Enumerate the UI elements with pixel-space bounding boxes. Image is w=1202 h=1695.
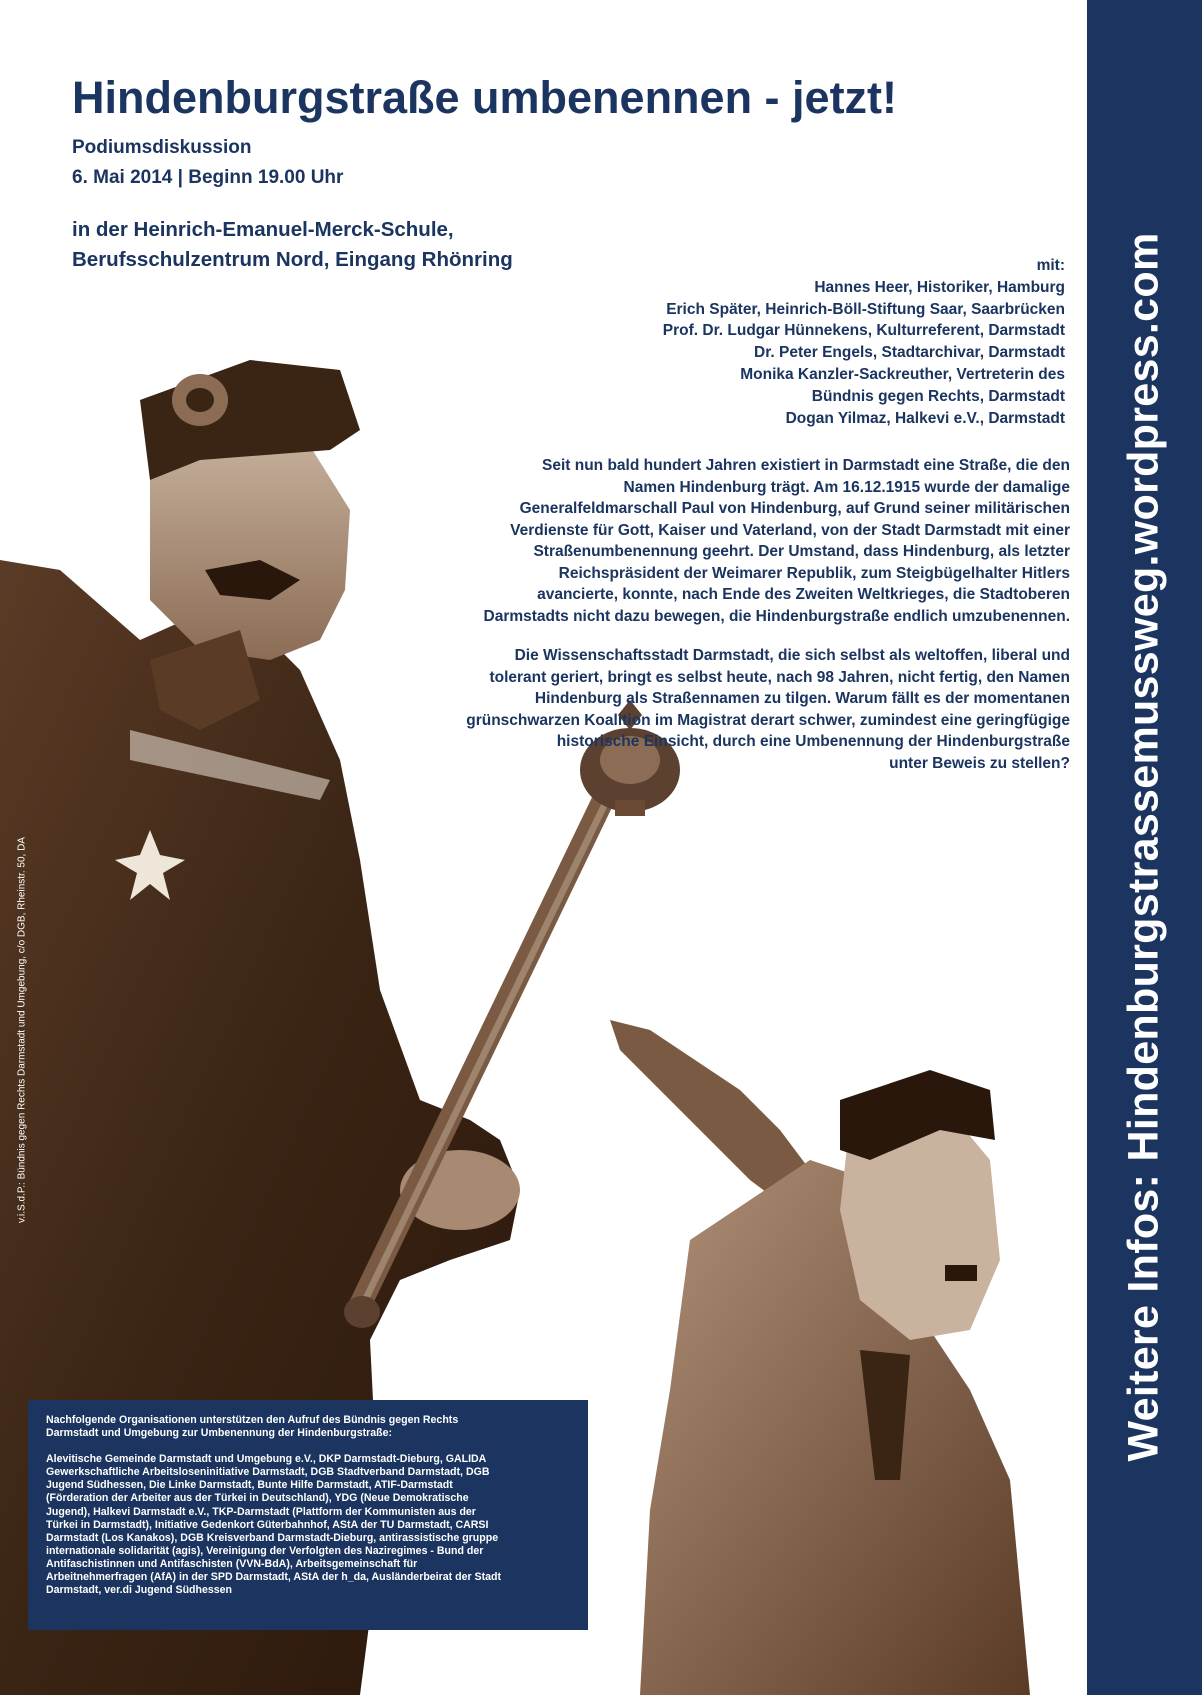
event-type: Podiumsdiskussion xyxy=(72,137,252,158)
paragraph-line: Namen Hindenburg trägt. Am 16.12.1915 wurde der damalige xyxy=(623,478,1070,496)
venue-line-2: Berufsschulzentrum Nord, Eingang Rhönring xyxy=(72,248,513,271)
paragraph-line: historische Einsicht, durch eine Umbenennung der Hindenburgstraße xyxy=(556,733,1070,750)
paragraph-line: Reichspräsident der Weimarer Republik, zum Steigbügelhalter Hitlers xyxy=(558,564,1070,582)
speaker-line: Prof. Dr. Ludgar Hünnekens, Kulturreferent, Darmstadt xyxy=(662,322,1065,340)
page-title: Hindenburgstraße umbenennen - jetzt! xyxy=(72,72,898,123)
supporter-line: Jugend), Halkevi Darmstadt e.V., TKP-Darmstadt (Plattform der Kommunisten aus der xyxy=(46,1505,476,1518)
supporter-line: internationale solidarität (agis), Vereinigung der Verfolgten des Naziregimes - Bund der xyxy=(46,1544,484,1557)
supporter-line: (Förderation der Arbeiter aus der Türkei in Deutschland), YDG (Neue Demokratische xyxy=(46,1492,469,1505)
paragraph-line: Straßenumbenennung geehrt. Der Umstand, dass Hindenburg, als letzter xyxy=(533,543,1070,560)
speaker-line: Erich Später, Heinrich-Böll-Stiftung Saar, Saarbrücken xyxy=(666,300,1065,318)
speaker-line: Hannes Heer, Historiker, Hamburg xyxy=(814,278,1065,296)
venue-line-1: in der Heinrich-Emanuel-Merck-Schule, xyxy=(72,218,454,241)
paragraph-line: Darmstadts nicht dazu bewegen, die Hindenburgstraße endlich umzubenennen. xyxy=(483,607,1070,625)
paragraph-line: tolerant geriert, bringt es selbst heute, nach 98 Jahren, nicht fertig, den Namen xyxy=(489,668,1070,686)
supporter-line: Antifaschistinnen und Antifaschisten (VVN-BdA), Arbeitsgemeinschaft für xyxy=(46,1557,418,1570)
paragraph-line: grünschwarzen Koalition im Magistrat derart schwer, zumindest eine geringfügige xyxy=(466,711,1070,729)
paragraph-line: Verdienste für Gott, Kaiser und Vaterland, von der Stadt Darmstadt mit einer xyxy=(510,521,1070,539)
paragraph-line: avancierte, konnte, nach Ende des Zweiten Weltkrieges, die Stadtoberen xyxy=(537,586,1070,603)
paragraph-line: Generalfeldmarschall Paul von Hindenburg, auf Grund seiner militärischen xyxy=(519,500,1070,517)
speaker-line: Dogan Yilmaz, Halkevi e.V., Darmstadt xyxy=(785,409,1065,427)
supporters-intro xyxy=(46,1414,570,1440)
supporters-box xyxy=(28,1400,588,1630)
intro-line: Darmstadt und Umgebung zur Umbenennung der Hindenburgstraße: xyxy=(46,1427,393,1440)
paragraph-line: unter Beweis zu stellen? xyxy=(889,754,1070,772)
intro-paragraph xyxy=(350,455,1070,627)
hitler-photo xyxy=(610,1010,1080,1695)
website-link[interactable]: Weitere Infos: Hindenburgstrassemussweg.wordpress.com xyxy=(1119,232,1168,1462)
speaker-line: Bündnis gegen Rechts, Darmstadt xyxy=(811,387,1065,405)
paragraph-line: Die Wissenschaftsstadt Darmstadt, die sich selbst als weltoffen, liberal und xyxy=(514,647,1070,664)
supporters-list xyxy=(46,1453,570,1597)
speakers-label: mit: xyxy=(1036,257,1065,274)
supporter-line: Arbeitnehmerfragen (AfA) in der SPD Darmstadt, AStA der h_da, Ausländerbeirat der Stadt xyxy=(46,1571,502,1584)
speaker-line: Dr. Peter Engels, Stadtarchivar, Darmstadt xyxy=(754,344,1065,362)
intro-line: Nachfolgende Organisationen unterstützen den Aufruf des Bündnis gegen Rechts xyxy=(46,1414,459,1426)
supporter-line: Darmstadt, ver.di Jugend Südhessen xyxy=(46,1584,233,1597)
supporter-line: Türkei in Darmstadt), Initiative Gedenkort Güterbahnhof, AStA der TU Darmstadt, CARSI xyxy=(46,1518,489,1531)
supporter-line: Darmstadt (Los Kanakos), DGB Kreisverband Darmstadt-Dieburg, antirassistische gruppe xyxy=(46,1531,499,1544)
event-date-time: 6. Mai 2014 | Beginn 19.00 Uhr xyxy=(72,167,344,188)
legal-credit: v.i.S.d.P.: Bündnis gegen Rechts Darmstadt und Umgebung, c/o DGB, Rheinstr. 50, DA xyxy=(16,837,28,1223)
question-paragraph xyxy=(350,645,1070,774)
paragraph-line: Seit nun bald hundert Jahren existiert in Darmstadt eine Straße, die den xyxy=(542,457,1070,474)
speaker-line: Monika Kanzler-Sackreuther, Vertreterin des xyxy=(740,365,1065,383)
supporter-line: Gewerkschaftliche Arbeitsloseninitiative Darmstadt, DGB Stadtverband Darmstadt, DGB xyxy=(46,1466,490,1479)
paragraph-line: Hindenburg als Straßennamen zu tilgen. Warum fällt es der momentanen xyxy=(534,690,1070,707)
supporter-line: Jugend Südhessen, Die Linke Darmstadt, Bunte Hilfe Darmstadt, ATIF-Darmstadt xyxy=(46,1479,453,1492)
speaker-list xyxy=(505,255,1065,429)
supporter-line: Alevitische Gemeinde Darmstadt und Umgebung e.V., DKP Darmstadt-Dieburg, GALIDA xyxy=(46,1453,487,1466)
